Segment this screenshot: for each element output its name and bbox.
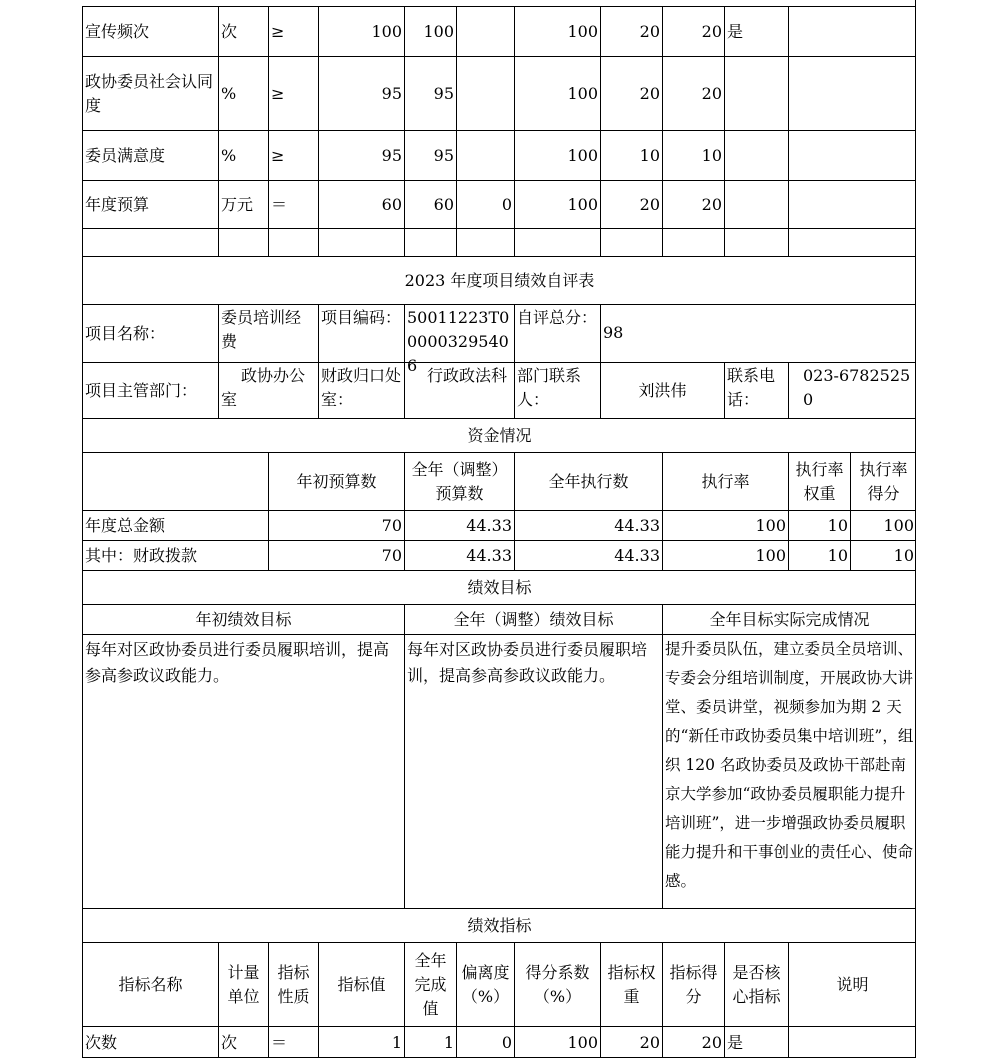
indicator-header: 得分系数（%） bbox=[514, 942, 600, 1026]
indicator-core bbox=[724, 56, 788, 130]
indicator-operator: ＝ bbox=[268, 180, 318, 228]
indicator-weight: 20 bbox=[600, 1026, 662, 1058]
indicator-name: 年度预算 bbox=[82, 180, 218, 228]
indicator-score: 20 bbox=[662, 6, 724, 56]
indicator-note bbox=[788, 6, 916, 56]
empty-cell bbox=[404, 228, 456, 256]
indicator-target: 1 bbox=[318, 1026, 404, 1058]
indicator-unit: % bbox=[218, 56, 268, 130]
funds-header: 年初预算数 bbox=[268, 452, 404, 510]
indicator-weight: 20 bbox=[600, 56, 662, 130]
indicator-complete: 100 bbox=[404, 6, 456, 56]
indicator-complete: 60 bbox=[404, 180, 456, 228]
indicator-weight: 20 bbox=[600, 6, 662, 56]
phone-label: 联系电话： bbox=[724, 362, 788, 418]
indicator-name: 宣传频次 bbox=[82, 6, 218, 56]
indicator-note bbox=[788, 56, 916, 130]
funds-header-blank bbox=[82, 452, 268, 510]
empty-cell bbox=[514, 228, 600, 256]
indicator-target: 95 bbox=[318, 130, 404, 180]
indicator-operator: ≥ bbox=[268, 56, 318, 130]
performance-evaluation-table bbox=[82, 0, 916, 1058]
funds-cell: 70 bbox=[268, 510, 404, 540]
indicator-note bbox=[788, 130, 916, 180]
funds-header: 执行率权重 bbox=[788, 452, 850, 510]
department-label: 项目主管部门： bbox=[82, 362, 218, 418]
goals-actual-text: 提升委员队伍，建立委员全员培训、专委会分组培训制度，开展政协大讲堂、委员讲堂，视频参加为期 2 天的“新任市政协委员集中培训班”，组织 120 名政协委员及政协干部赴南京大学参加“政协委员履职能力提升培训班”，进一步增强政协委员履职能力提升和干事创业的责任心、使命感。 bbox=[662, 634, 916, 908]
project-code-label: 项目编码： bbox=[318, 304, 404, 362]
empty-cell bbox=[788, 228, 916, 256]
funds-cell: 100 bbox=[662, 510, 788, 540]
empty-cell bbox=[218, 228, 268, 256]
finance-office-value: 行政政法科 bbox=[404, 362, 514, 418]
indicator-coefficient: 100 bbox=[514, 1026, 600, 1058]
indicator-weight: 20 bbox=[600, 180, 662, 228]
indicator-operator: ＝ bbox=[268, 1026, 318, 1058]
indicator-complete: 95 bbox=[404, 56, 456, 130]
indicator-name: 委员满意度 bbox=[82, 130, 218, 180]
indicator-name: 政协委员社会认同度 bbox=[82, 56, 218, 130]
project-code-value: 50011223T000003295406 bbox=[404, 304, 514, 362]
funds-header: 执行率 bbox=[662, 452, 788, 510]
indicator-unit: % bbox=[218, 130, 268, 180]
indicator-header: 说明 bbox=[788, 942, 916, 1026]
goals-header-adjusted: 全年（调整）绩效目标 bbox=[404, 604, 662, 634]
indicator-weight: 10 bbox=[600, 130, 662, 180]
empty-cell bbox=[318, 228, 404, 256]
funds-header: 执行率得分 bbox=[850, 452, 916, 510]
phone-value: 023-67825250 bbox=[788, 362, 916, 418]
indicator-coefficient: 100 bbox=[514, 180, 600, 228]
indicator-core: 是 bbox=[724, 6, 788, 56]
indicator-target: 95 bbox=[318, 56, 404, 130]
self-score-value: 98 bbox=[600, 304, 916, 362]
indicator-core bbox=[724, 180, 788, 228]
indicator-target: 60 bbox=[318, 180, 404, 228]
indicator-score: 20 bbox=[662, 180, 724, 228]
project-name-value: 委员培训经费 bbox=[218, 304, 318, 362]
indicator-header: 指标名称 bbox=[82, 942, 218, 1026]
indicator-deviation: 0 bbox=[456, 1026, 514, 1058]
indicator-header: 计量单位 bbox=[218, 942, 268, 1026]
indicator-header: 指标权重 bbox=[600, 942, 662, 1026]
empty-cell bbox=[600, 228, 662, 256]
indicator-complete: 1 bbox=[404, 1026, 456, 1058]
empty-cell bbox=[724, 228, 788, 256]
indicator-complete: 95 bbox=[404, 130, 456, 180]
indicator-name: 次数 bbox=[82, 1026, 218, 1058]
goals-header-actual: 全年目标实际完成情况 bbox=[662, 604, 916, 634]
finance-office-label: 财政归口处室： bbox=[318, 362, 404, 418]
indicator-header: 指标得分 bbox=[662, 942, 724, 1026]
indicator-header: 偏离度（%） bbox=[456, 942, 514, 1026]
indicator-unit: 次 bbox=[218, 1026, 268, 1058]
indicator-deviation bbox=[456, 130, 514, 180]
indicator-coefficient: 100 bbox=[514, 56, 600, 130]
funds-cell: 44.33 bbox=[514, 510, 662, 540]
funds-cell: 70 bbox=[268, 540, 404, 570]
funds-row-label: 其中：财政拨款 bbox=[82, 540, 268, 570]
funds-header: 全年执行数 bbox=[514, 452, 662, 510]
indicator-note bbox=[788, 1026, 916, 1058]
table-title: 2023 年度项目绩效自评表 bbox=[82, 256, 916, 304]
indicators-section-title: 绩效指标 bbox=[82, 908, 916, 942]
empty-cell bbox=[662, 228, 724, 256]
indicator-coefficient: 100 bbox=[514, 130, 600, 180]
department-value: 政协办公室 bbox=[218, 362, 318, 418]
goals-initial-text: 每年对区政协委员进行委员履职培训，提高参高参政议政能力。 bbox=[82, 634, 404, 908]
indicator-score: 10 bbox=[662, 130, 724, 180]
goals-adjusted-text: 每年对区政协委员进行委员履职培训，提高参高参政议政能力。 bbox=[404, 634, 662, 908]
goals-section-title: 绩效目标 bbox=[82, 570, 916, 604]
empty-cell bbox=[82, 228, 218, 256]
contact-label: 部门联系人： bbox=[514, 362, 600, 418]
indicator-header: 指标值 bbox=[318, 942, 404, 1026]
project-name-label: 项目名称： bbox=[82, 304, 218, 362]
self-score-label: 自评总分： bbox=[514, 304, 600, 362]
funds-cell: 10 bbox=[788, 510, 850, 540]
funds-cell: 10 bbox=[850, 540, 916, 570]
indicator-deviation: 0 bbox=[456, 180, 514, 228]
empty-cell bbox=[456, 228, 514, 256]
indicator-core: 是 bbox=[724, 1026, 788, 1058]
indicator-note bbox=[788, 180, 916, 228]
indicator-target: 100 bbox=[318, 6, 404, 56]
indicator-score: 20 bbox=[662, 56, 724, 130]
indicator-operator: ≥ bbox=[268, 6, 318, 56]
indicator-deviation bbox=[456, 56, 514, 130]
funds-cell: 10 bbox=[788, 540, 850, 570]
funds-header: 全年（调整）预算数 bbox=[404, 452, 514, 510]
indicator-operator: ≥ bbox=[268, 130, 318, 180]
indicator-header: 是否核心指标 bbox=[724, 942, 788, 1026]
funds-cell: 44.33 bbox=[404, 540, 514, 570]
contact-value: 刘洪伟 bbox=[600, 362, 724, 418]
funds-cell: 44.33 bbox=[404, 510, 514, 540]
empty-cell bbox=[268, 228, 318, 256]
table-top-border bbox=[82, 6, 916, 7]
indicator-header: 指标性质 bbox=[268, 942, 318, 1026]
indicator-score: 20 bbox=[662, 1026, 724, 1058]
funds-row-label: 年度总金额 bbox=[82, 510, 268, 540]
funds-cell: 44.33 bbox=[514, 540, 662, 570]
indicator-unit: 万元 bbox=[218, 180, 268, 228]
goals-header-initial: 年初绩效目标 bbox=[82, 604, 404, 634]
funds-cell: 100 bbox=[662, 540, 788, 570]
indicator-header: 全年完成值 bbox=[404, 942, 456, 1026]
indicator-coefficient: 100 bbox=[514, 6, 600, 56]
funds-section-title: 资金情况 bbox=[82, 418, 916, 452]
indicator-core bbox=[724, 130, 788, 180]
funds-cell: 100 bbox=[850, 510, 916, 540]
indicator-unit: 次 bbox=[218, 6, 268, 56]
indicator-deviation bbox=[456, 6, 514, 56]
